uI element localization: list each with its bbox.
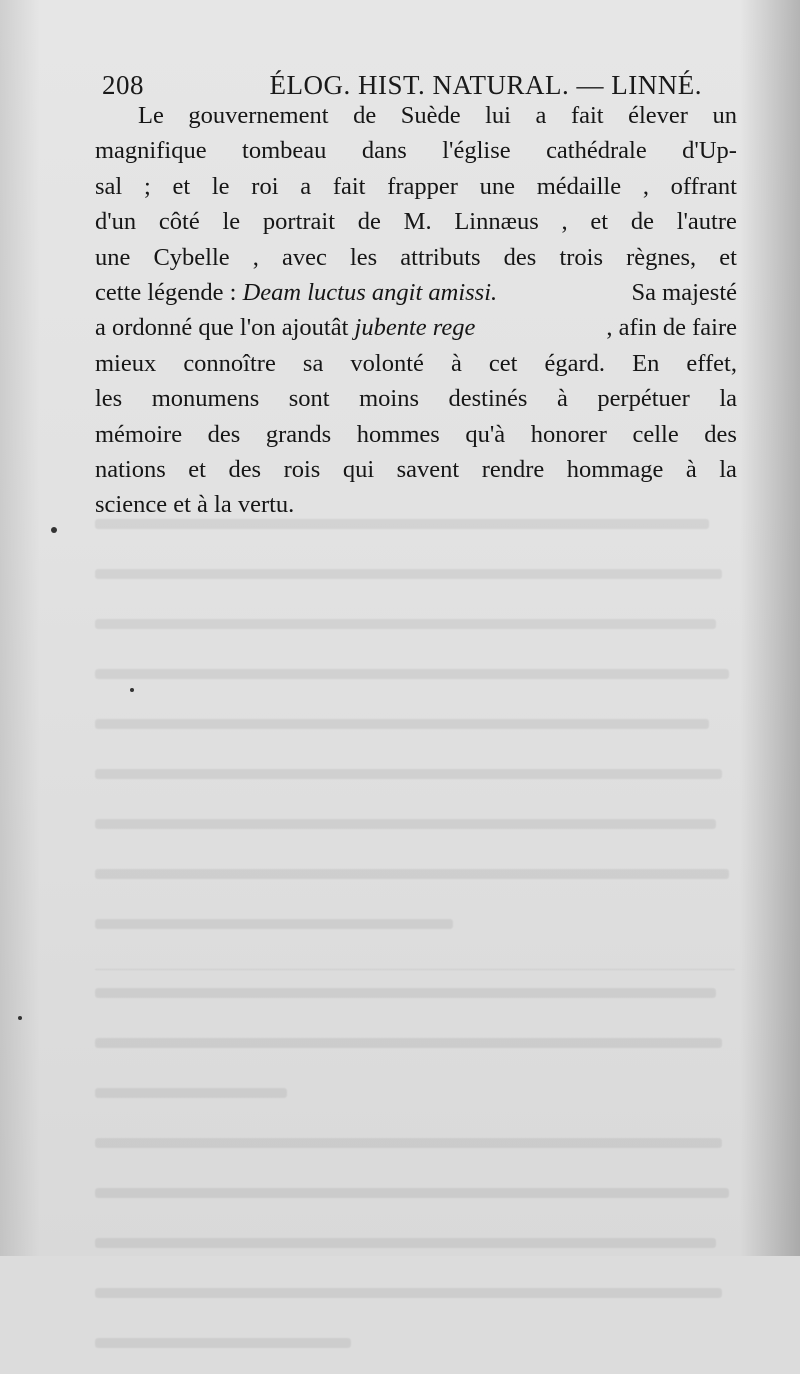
running-head (102, 70, 702, 101)
text-line: les monumens sont moins destinés à perpétuer la (95, 385, 737, 413)
text-line: magnifique tombeau dans l'église cathédrale d'Up- (95, 137, 737, 165)
ink-speck (18, 1016, 22, 1020)
running-title: ÉLOG. HIST. NATURAL. — LINNÉ. (269, 70, 702, 100)
show-through-text (95, 505, 735, 1125)
text-line: une Cybelle , avec les attributs des trois règnes, et (95, 243, 737, 271)
text-line: cette légende : Deam luctus angit amissi. Sa majesté (95, 279, 737, 307)
page-number: 208 (102, 70, 144, 100)
ink-speck (130, 688, 134, 692)
latin-legend: Deam luctus angit amissi. (242, 279, 498, 307)
text-line: a ordonné que l'on ajoutât jubente rege , afin de faire (95, 314, 737, 342)
text-line: mémoire des grands hommes qu'à honorer celle des (95, 420, 737, 448)
latin-phrase: jubente rege (354, 314, 476, 342)
text-line: Le gouvernement de Suède lui a fait élever un (138, 102, 737, 129)
ink-speck (51, 527, 57, 533)
text-line: mieux connoître sa volonté à cet égard. En effet, (95, 349, 737, 377)
paragraph (95, 98, 737, 523)
text-line: science et à la vertu. (95, 491, 295, 519)
text-line: nations et des rois qui savent rendre hommage à la (95, 456, 737, 484)
text-line: d'un côté le portrait de M. Linnæus , et de l'autre (95, 208, 737, 236)
text-line: sal ; et le roi a fait frapper une médaille , offrant (95, 172, 737, 200)
